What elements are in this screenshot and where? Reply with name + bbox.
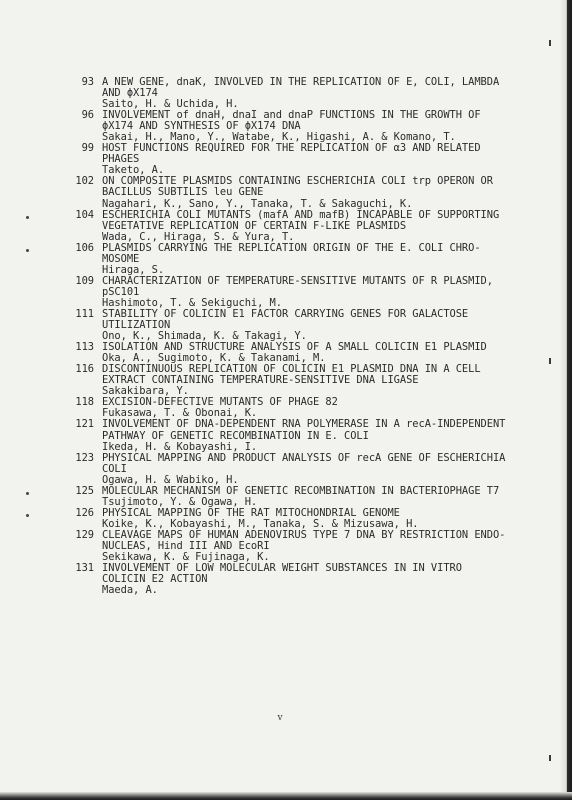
entry-page-number: 93 [81,76,94,88]
entry-page-number: 113 [75,341,94,354]
toc-entry [60,77,520,110]
entry-title-line: ON COMPOSITE PLASMIDS CONTAINING ESCHERICHIA COLI trp OPERON OR [102,175,493,188]
entry-authors: Fukasawa, T. & Obonai, K. [102,407,258,420]
entry-page-number: 118 [75,396,94,409]
entry-page-number: 126 [75,506,94,519]
entry-title-line: ESCHERICHIA COLI MUTANTS (mafA AND mafB) INCAPABLE OF SUPPORTING [102,208,500,221]
entry-authors: Maeda, A. [102,584,158,597]
entry-page-number: 129 [75,528,94,541]
entry-title-line: MOSOME [102,252,140,265]
toc-entry [60,243,520,276]
toc-entry [60,453,520,486]
entry-page-number: 102 [75,175,94,188]
toc-entry [60,342,520,364]
entry-title-line: AND ϕX174 [102,87,158,100]
toc-entry [60,530,520,563]
entry-authors: Tsujimoto, Y. & Ogawa, H. [102,495,258,508]
entry-title-line: A NEW GENE, dnaK, INVOLVED IN THE REPLICATION OF E, COLI, LAMBDA [102,76,500,88]
entry-page-number: 121 [75,418,94,431]
entry-title-line: EXCISION-DEFECTIVE MUTANTS OF PHAGE 82 [102,396,338,409]
entry-authors: Nagahari, K., Sano, Y., Tanaka, T. & Sakaguchi, K. [102,197,413,210]
entry-title-line: CHARACTERIZATION OF TEMPERATURE-SENSITIVE MUTANTS OF R PLASMID, [102,274,493,287]
entry-title-line: HOST FUNCTIONS REQUIRED FOR THE REPLICATION OF α3 AND RELATED [102,142,481,155]
entry-title-line: ISOLATION AND STRUCTURE ANALYSIS OF A SMALL COLICIN E1 PLASMID [102,341,487,354]
entry-title-line: VEGETATIVE REPLICATION OF CERTAIN F-LIKE PLASMIDS [102,219,407,232]
toc-entry [60,143,520,176]
entry-title-line: PATHWAY OF GENETIC RECOMBINATION IN E. COLI [102,429,369,442]
entry-title-line: MOLECULAR MECHANISM OF GENETIC RECOMBINATION IN BACTERIOPHAGE T7 [102,484,500,497]
margin-dot [26,249,29,252]
entry-title-line: UTILIZATION [102,319,171,332]
entry-page-number: 111 [75,307,94,320]
entry-title-line: PHYSICAL MAPPING OF THE RAT MITOCHONDRIAL GENOME [102,506,400,519]
entry-title-line: ϕX174 AND SYNTHESIS OF ϕX174 DNA [102,120,301,133]
toc-entry [60,508,520,530]
toc-entry [60,176,520,209]
entry-title-line: INVOLVEMENT OF DNA-DEPENDENT RNA POLYMERASE IN A recA-INDEPENDENT [102,418,506,431]
entry-title-line: DISCONTINUOUS REPLICATION OF COLICIN E1 PLASMID DNA IN A CELL [102,363,481,376]
entry-title-line: INVOLVEMENT OF LOW MOLECULAR WEIGHT SUBSTANCES IN IN VITRO [102,562,462,575]
entry-authors: Ikeda, H. & Kobayashi, I. [102,440,258,453]
entry-title-line: INVOLVEMENT of dnaH, dnaI and dnaP FUNCTIONS IN THE GROWTH OF [102,109,481,122]
entry-authors: Sakai, H., Mano, Y., Watabe, K., Higashi, A. & Komano, T. [102,131,456,144]
toc-entry [60,276,520,309]
toc-entry [60,309,520,342]
entry-title-line: COLICIN E2 ACTION [102,573,208,586]
entry-title-line: NUCLEAS, Hind III AND EcoRI [102,539,270,552]
scan-edge-right [560,0,572,800]
entry-page-number: 125 [75,484,94,497]
entry-page-number: 123 [75,451,94,464]
entry-authors: Ogawa, H. & Wabiko, H. [102,473,239,486]
entry-title-line: COLI [102,462,127,475]
toc-entry [60,110,520,143]
entry-authors: Hiraga, S. [102,263,165,276]
entry-page-number: 99 [81,142,94,155]
entry-authors: Sakakibara, Y. [102,385,189,398]
scan-edge-bottom [0,792,572,800]
toc-entry [60,364,520,397]
entry-authors: Koike, K., Kobayashi, M., Tanaka, S. & Mizusawa, H. [102,517,419,530]
toc-entry [60,563,520,596]
entry-title-line: PHYSICAL MAPPING AND PRODUCT ANALYSIS OF recA GENE OF ESCHERICHIA [102,451,506,464]
entry-authors: Saito, H. & Uchida, H. [102,98,239,111]
entry-title-line: CLEAVAGE MAPS OF HUMAN ADENOVIRUS TYPE 7 DNA BY RESTRICTION ENDO- [102,528,506,541]
entry-authors: Ono, K., Shimada, K. & Takagi, Y. [102,330,307,343]
entry-page-number: 106 [75,241,94,254]
entry-authors: Sekikawa, K. & Fujinaga, K. [102,551,270,564]
toc-entry [60,210,520,243]
entry-page-number: 104 [75,208,94,221]
entry-page-number: 131 [75,562,94,575]
entry-authors: Wada, C., Hiraga, S. & Yura, T. [102,230,295,243]
entry-title-line: BACILLUS SUBTILIS leu GENE [102,186,264,199]
entry-authors: Oka, A., Sugimoto, K. & Takanami, M. [102,352,326,365]
page-number: v [277,713,283,723]
entry-title-line: PLASMIDS CARRYING THE REPLICATION ORIGIN OF THE E. COLI CHRO- [102,241,481,254]
entry-title-line: PHAGES [102,153,140,166]
toc-entry [60,486,520,508]
entry-authors: Hashimoto, T. & Sekiguchi, M. [102,296,282,309]
toc-entry [60,419,520,452]
entry-page-number: 96 [81,109,94,122]
entry-title-line: STABILITY OF COLICIN E1 FACTOR CARRYING GENES FOR GALACTOSE [102,307,469,320]
toc-entry [60,397,520,419]
entry-title-line: EXTRACT CONTAINING TEMPERATURE-SENSITIVE DNA LIGASE [102,374,419,387]
entry-authors: Taketo, A. [102,164,165,177]
margin-dot [26,492,29,495]
entry-page-number: 109 [75,274,94,287]
entry-page-number: 116 [75,363,94,376]
table-of-contents [60,77,520,596]
margin-dot [26,216,29,219]
entry-title-line: pSC101 [102,285,140,298]
margin-dot [26,514,29,517]
